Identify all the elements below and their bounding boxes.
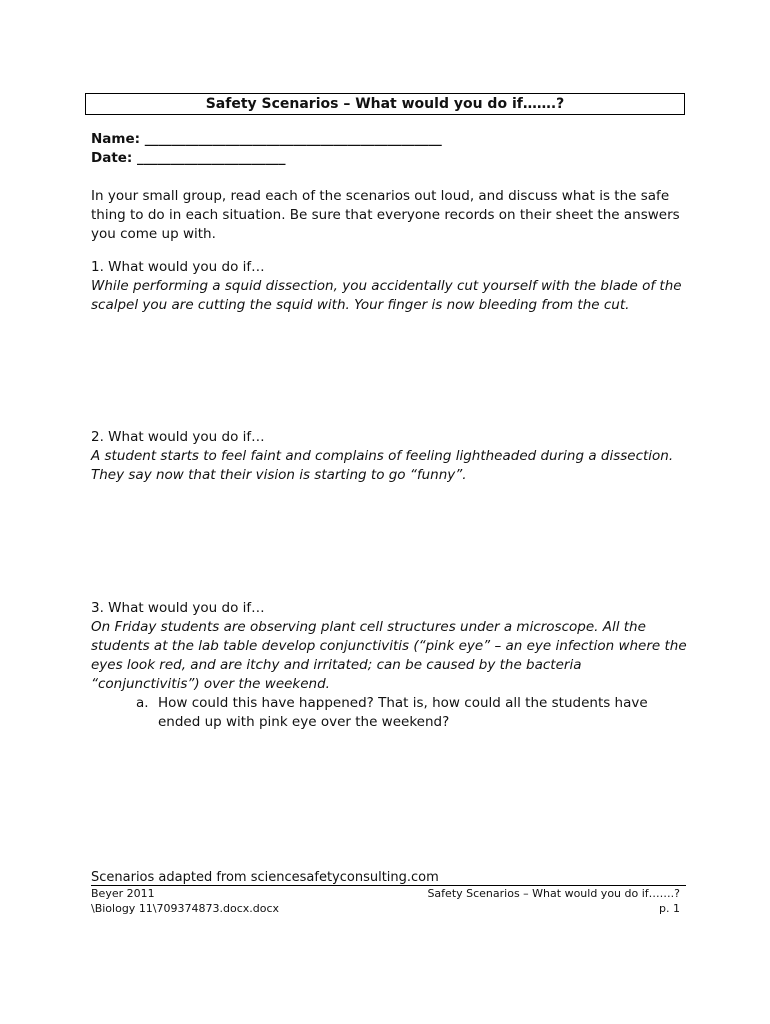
footer-divider [91, 885, 686, 886]
scenario-3-question-a [136, 694, 676, 732]
footer-page-number: p. 1 [659, 902, 680, 915]
scenario-2-prompt: 2. What would you do if… [91, 429, 265, 445]
footer-credit: Scenarios adapted from sciencesafetyconsulting.com [91, 870, 439, 885]
document-title: Safety Scenarios – What would you do if…….? [85, 93, 685, 115]
question-marker: a. [136, 695, 149, 711]
footer-document-title: Safety Scenarios – What would you do if…….? [427, 887, 680, 900]
intro-paragraph: In your small group, read each of the scenarios out loud, and discuss what is the safe thing to do in each situation. Be sure that everyone records on their sheet the answers you come up with. [91, 188, 680, 242]
footer-author: Beyer 2011 [91, 887, 155, 900]
scenario-2-text: A student starts to feel faint and complains of feeling lightheaded during a dissection. They say now that their vision is starting to go “funny”. [91, 448, 674, 483]
scenario-3-prompt: 3. What would you do if… [91, 600, 265, 616]
footer-file-path: \Biology 11\709374873.docx.docx [91, 902, 280, 915]
name-field: Name: ____________________________________________ [91, 131, 442, 147]
question-text: How could this have happened? That is, how could all the students have ended up with pink eye over the weekend? [158, 695, 648, 730]
scenario-1-prompt: 1. What would you do if… [91, 259, 265, 275]
scenario-1-text: While performing a squid dissection, you accidentally cut yourself with the blade of the scalpel you are cutting the squid with. Your finger is now bleeding from the cut. [91, 278, 682, 313]
date-field: Date: ______________________ [91, 150, 286, 166]
scenario-3-text: On Friday students are observing plant cell structures under a microscope. All the students at the lab table develop conjunctivitis (“pink eye” – an eye infection where the eyes look red, and are itchy and irritated; can be caused by the bacteria “conjunctivitis”) over the weekend. [91, 619, 687, 692]
